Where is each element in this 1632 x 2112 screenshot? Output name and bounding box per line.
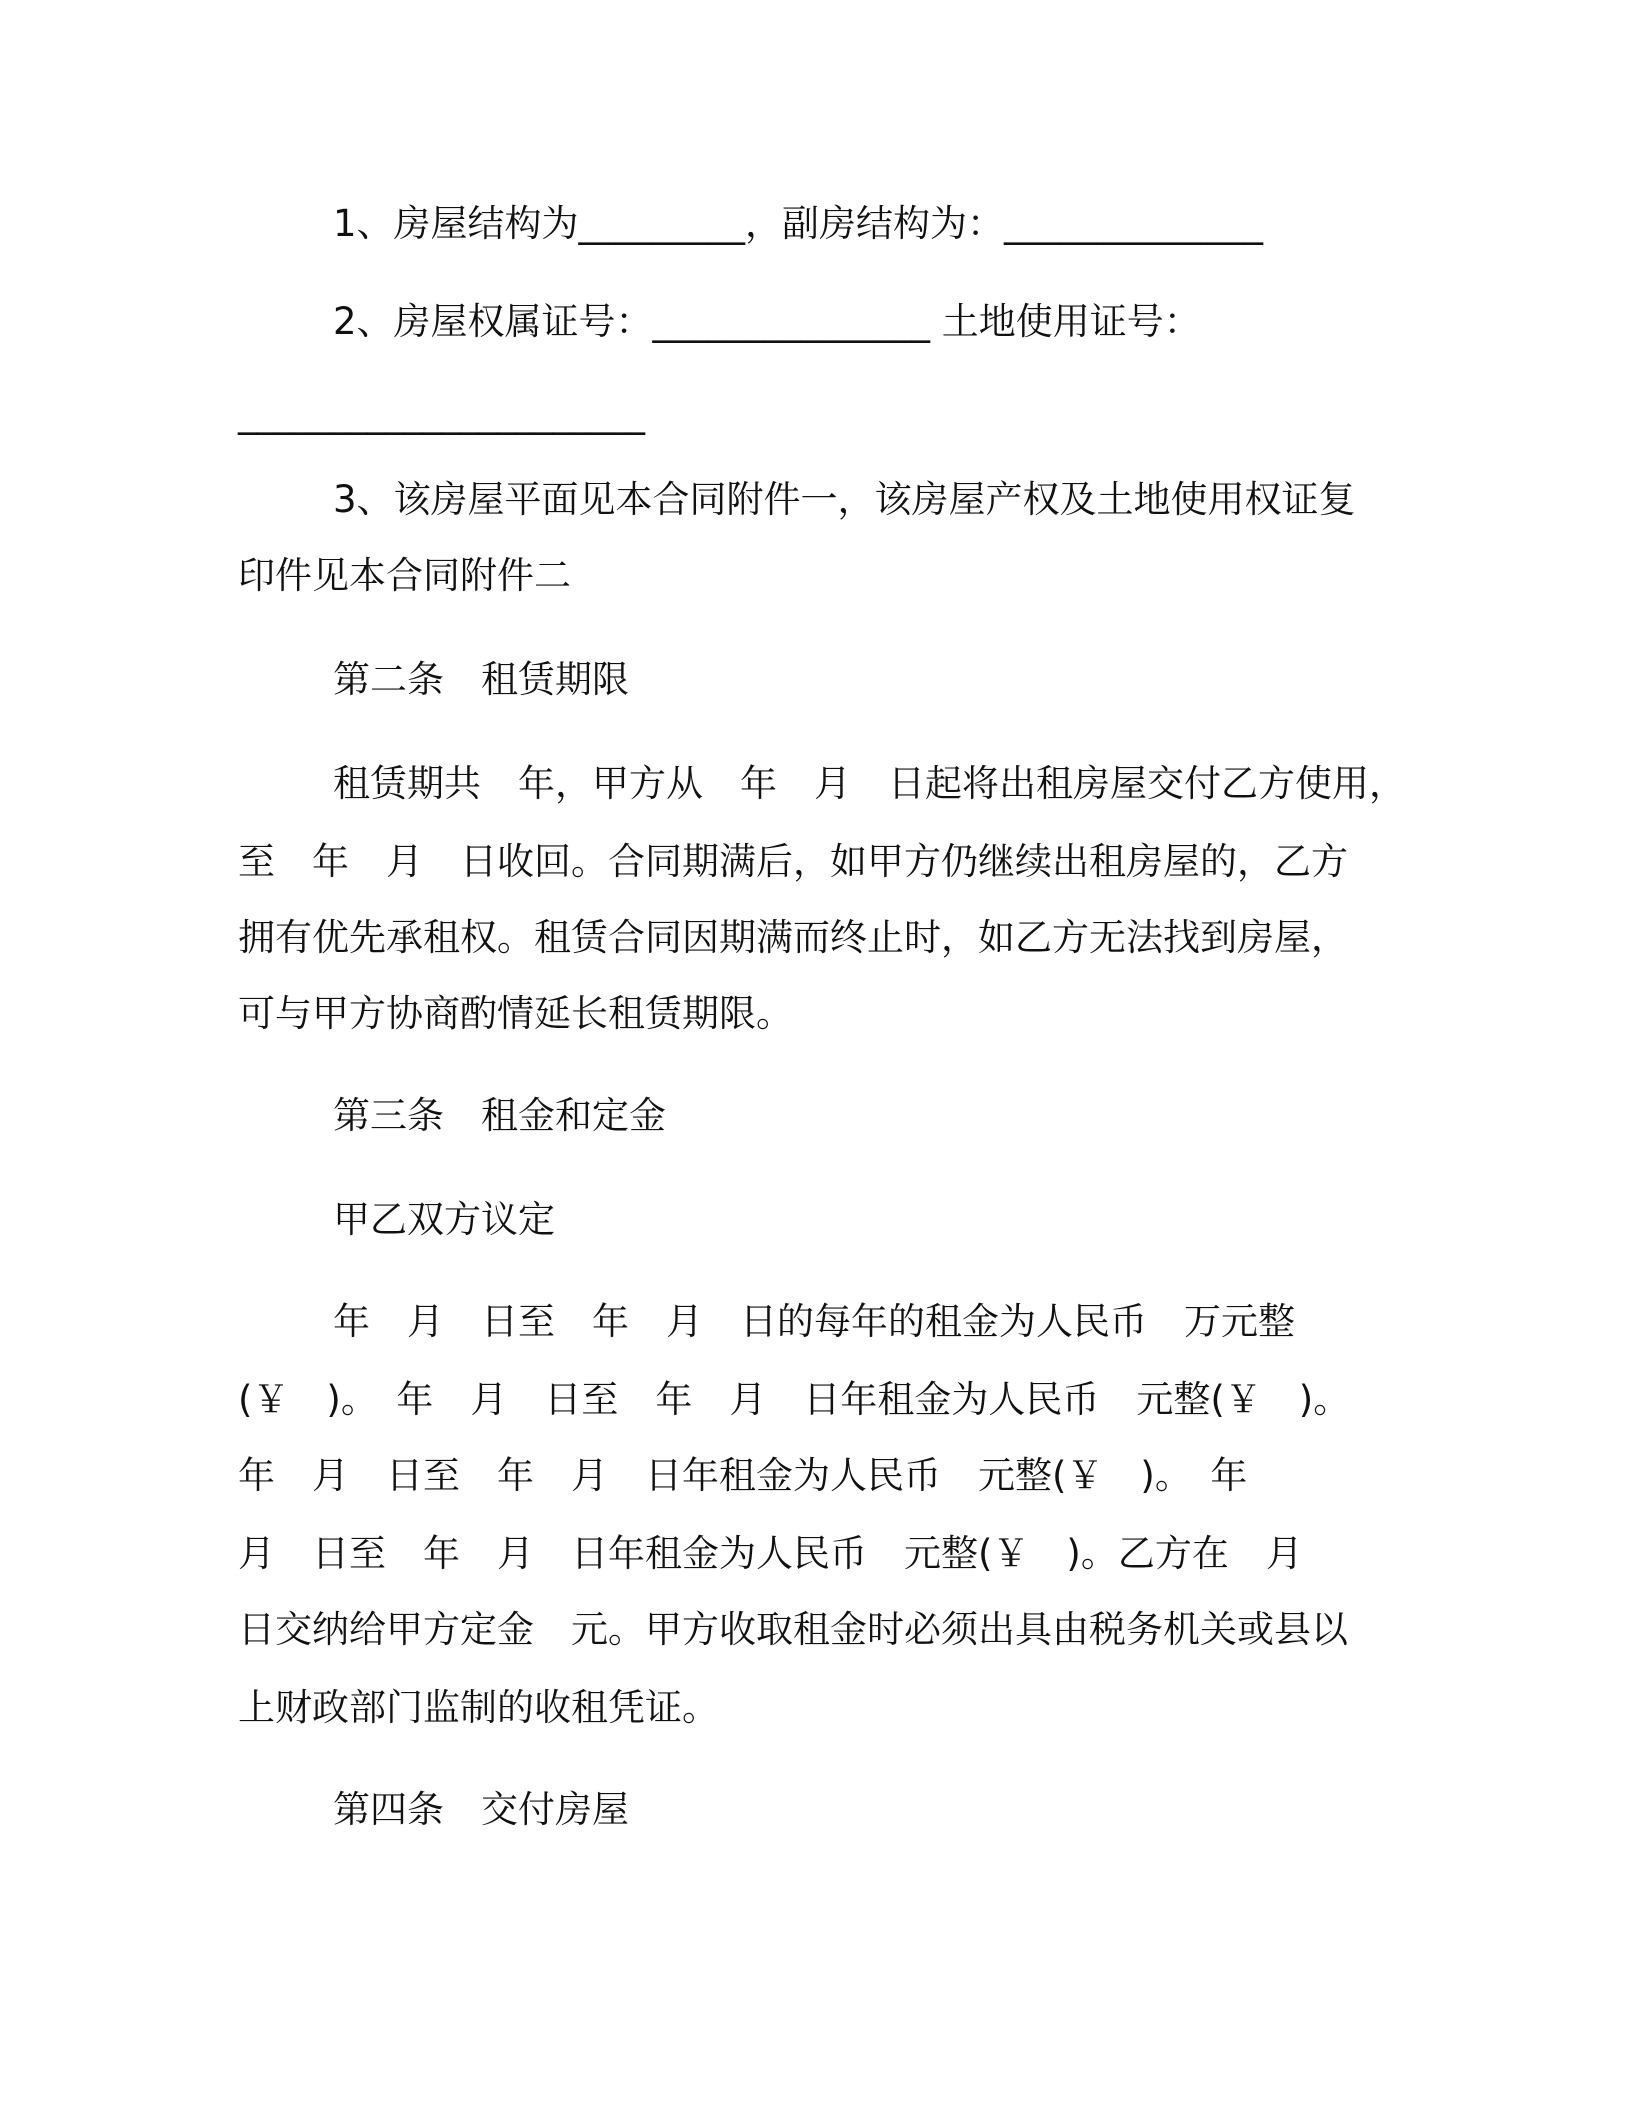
clause-ownership-cert: 2、房屋权属证号：_______________ 土地使用证号： [333, 300, 1201, 343]
clause-land-cert-blank: ______________________ [238, 392, 645, 435]
clause-house-structure: 1、房屋结构为_________，副房结构为：______________ [333, 202, 1264, 245]
rent-line2: (￥ )。 年 月 日至 年 月 日年租金为人民币 元整(￥ )。 [238, 1378, 1351, 1421]
article-three-heading: 第三条 租金和定金 [333, 1094, 666, 1137]
article-two-heading: 第二条 租赁期限 [333, 658, 629, 701]
rent-line4: 月 日至 年 月 日年租金为人民币 元整(￥ )。乙方在 月 [238, 1532, 1303, 1575]
lease-term-line3: 拥有优先承租权。租赁合同因期满而终止时，如乙方无法找到房屋， [238, 916, 1348, 959]
clause-floor-plan-line1: 3、该房屋平面见本合同附件一，该房屋产权及土地使用权证复 [333, 478, 1356, 521]
rent-line1: 年 月 日至 年 月 日的每年的租金为人民币 万元整 [333, 1300, 1295, 1343]
lease-term-line4: 可与甲方协商酌情延长租赁期限。 [238, 992, 793, 1035]
lease-term-line1: 租赁期共 年，甲方从 年 月 日起将出租房屋交付乙方使用， [333, 762, 1406, 805]
lease-term-line2: 至 年 月 日收回。合同期满后，如甲方仍继续出租房屋的，乙方 [238, 840, 1348, 883]
rent-line5: 日交纳给甲方定金 元。甲方收取租金时必须出具由税务机关或县以 [238, 1608, 1348, 1651]
rent-line3: 年 月 日至 年 月 日年租金为人民币 元整(￥ )。 年 [238, 1454, 1248, 1497]
rent-line6: 上财政部门监制的收租凭证。 [238, 1686, 719, 1729]
article-four-heading: 第四条 交付房屋 [333, 1788, 629, 1831]
clause-floor-plan-line2: 印件见本合同附件二 [238, 554, 571, 597]
rent-agreement-intro: 甲乙双方议定 [333, 1198, 555, 1241]
